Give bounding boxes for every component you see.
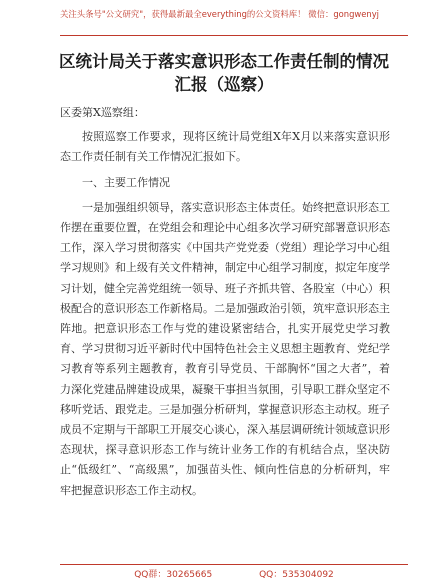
header-divider <box>60 35 408 36</box>
footer-divider <box>60 564 408 565</box>
intro-paragraph: 按照巡察工作要求，现将区统计局党组X年X月以来落实意识形态工作责任制有关工作情况汇报如下。 <box>60 130 390 164</box>
title-line-2: 汇报（巡察） <box>174 75 274 94</box>
salutation: 区委第X巡察组： <box>60 106 145 119</box>
document-body <box>60 103 390 506</box>
document-title <box>40 50 408 96</box>
footer-qq: QQ：535304092 <box>259 570 334 580</box>
footer-banner <box>60 567 408 580</box>
footer-qq-group: QQ群：30265665 <box>134 570 213 580</box>
main-paragraph: 一是加强组织领导，落实意识形态主体责任。始终把意识形态工作摆在重要位置，在党组会和理论中心组多次学习研究部署意识形态工作，深入学习贯彻落实《中国共产党党委（党组）理论学习中心组学习规则》和上级有关文件精神，制定中心组学习制度，拟定年度学习计划，健全完善党组统一领导、班子齐抓共管、各股室（中心）积极配合的意识形态工作新格局。二是加强政治引领，筑牢意识形态主阵地。把意识形态工作与党的建设紧密结合，扎实开展党史学习教育、学习贯彻习近平新时代中国特色社会主义思想主题教育、党纪学习教育等系列主题教育，教育引导党员、干部胸怀“国之大者”，着力深化党建品牌建设成果，凝聚干事担当氛围，引导职工群众坚定不移听党话、跟党走。三是加强分析研判，掌握意识形态主动权。班子成员不定期与干部职工开展交心谈心，深入基层调研统计领域意识形态现状，探寻意识形态工作与统计业务工作的有机结合点，坚决防止“低级红”、“高级黑”，加强苗头性、倾向性信息的分析研判，牢牢把握意识形态工作主动权。 <box>60 200 390 497</box>
title-line-1: 区统计局关于落实意识形态工作责任制的情况 <box>59 52 389 71</box>
header-banner: 关注头条号"公文研究"，获得最新最全everything的公文资料库！ 微信：gongwenyj <box>60 9 379 19</box>
section-heading: 一、主要工作情况 <box>82 175 170 189</box>
